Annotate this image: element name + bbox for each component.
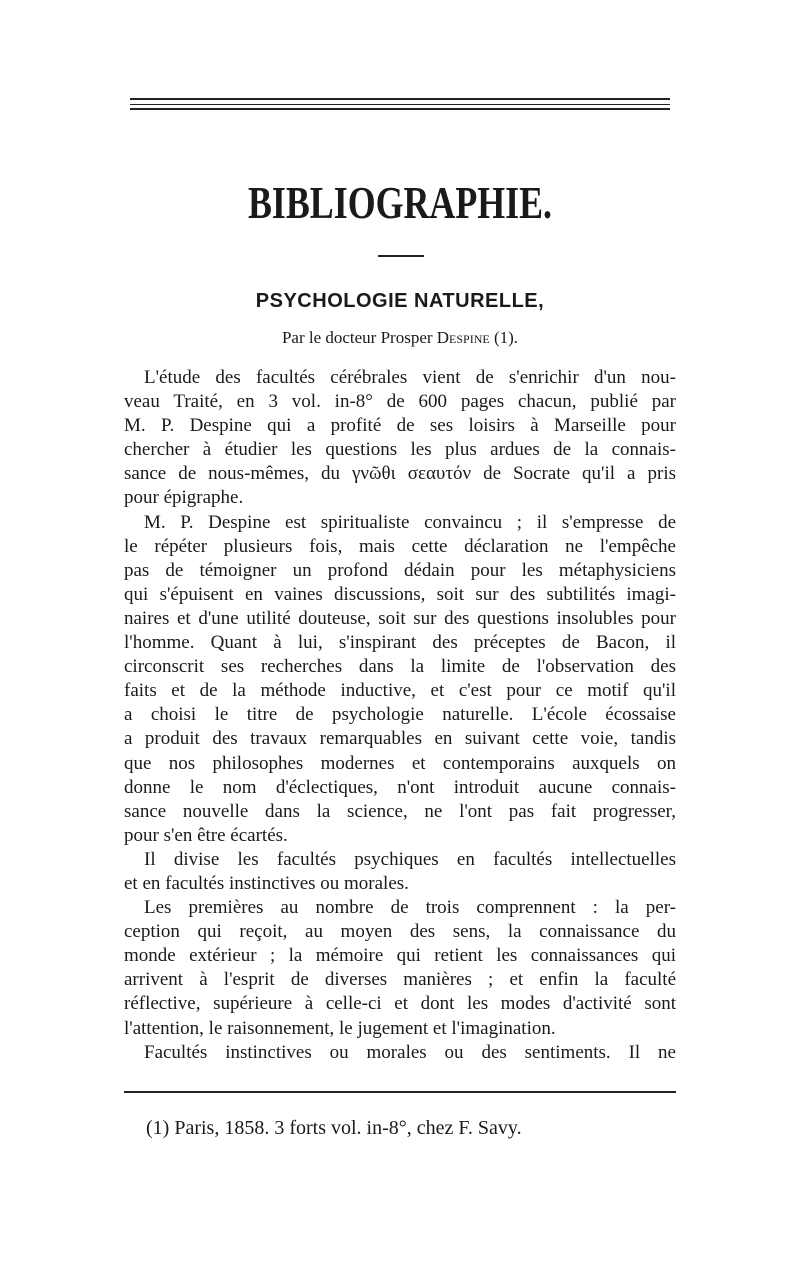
body-line: L'étude des facultés cérébrales vient de s'enrichir d'un nou- xyxy=(144,367,676,388)
body-line: arrivent à l'esprit de diverses manières ; et enfin la faculté xyxy=(124,969,676,991)
body-line: circonscrit ses recherches dans la limite de l'observation des xyxy=(124,656,676,678)
section-title: PSYCHOLOGIE NATURELLE, xyxy=(255,290,545,312)
body-line: l'attention, le raisonnement, le jugement et l'imagination. xyxy=(124,1017,556,1039)
body-line: ception qui reçoit, au moyen des sens, la connaissance du xyxy=(124,921,676,943)
footnote-rule xyxy=(124,1091,676,1093)
body-text xyxy=(124,366,676,1065)
byline-author: Despine xyxy=(436,328,490,347)
body-line: naires et d'une utilité douteuse, soit sur des questions insolubles pour xyxy=(124,607,676,629)
body-line: et en facultés instinctives ou morales. xyxy=(124,872,409,894)
footnote: (1) Paris, 1858. 3 forts vol. in-8°, chez F. Savy. xyxy=(146,1117,522,1139)
body-line: chercher à étudier les questions les plus ardues de la connais- xyxy=(124,439,676,461)
body-line: veau Traité, en 3 vol. in-8° de 600 pages chacun, publié par xyxy=(124,391,676,413)
page-title: BIBLIOGRAPHIE. xyxy=(247,177,553,228)
header-rule xyxy=(130,98,670,100)
body-line: pour épigraphe. xyxy=(124,487,244,509)
header-rule xyxy=(130,108,670,110)
body-line: donne le nom d'éclectiques, n'ont introduit aucune connais- xyxy=(124,776,676,798)
body-line: que nos philosophes modernes et contemporains auxquels on xyxy=(124,752,676,774)
body-line: sance nouvelle dans la science, ne l'ont pas fait progresser, xyxy=(124,800,676,822)
body-line: l'homme. Quant à lui, s'inspirant des préceptes de Bacon, il xyxy=(124,632,676,654)
body-line: M. P. Despine qui a profité de ses loisirs à Marseille pour xyxy=(124,415,676,437)
body-line: Facultés instinctives ou morales ou des sentiments. Il ne xyxy=(144,1041,676,1063)
byline xyxy=(0,329,800,346)
body-line: monde extérieur ; la mémoire qui retient les connaissances qui xyxy=(124,945,676,967)
header-rule xyxy=(130,104,670,105)
body-line: sance de nous-mêmes, du γνῶθι σεαυτόν de Socrate qu'il a pris xyxy=(124,463,676,485)
body-line: pour s'en être écartés. xyxy=(124,824,288,846)
title-divider xyxy=(378,255,424,257)
body-line: faits et de la méthode inductive, et c'est pour ce motif qu'il xyxy=(124,680,676,702)
body-line: a produit des travaux remarquables en suivant cette voie, tandis xyxy=(124,728,676,750)
byline-footnote-ref: (1). xyxy=(493,328,519,347)
body-line: a choisi le titre de psychologie naturelle. L'école écossaise xyxy=(124,704,676,726)
byline-prefix: Par le docteur Prosper xyxy=(281,328,433,347)
body-line: le répéter plusieurs fois, mais cette déclaration ne l'empêche xyxy=(124,535,676,557)
body-line: qui s'épuisent en vaines discussions, soit sur des subtilités imagi- xyxy=(124,583,676,605)
body-line: Les premières au nombre de trois comprennent : la per- xyxy=(144,897,676,919)
body-line: M. P. Despine est spiritualiste convaincu ; il s'empresse de xyxy=(144,511,676,533)
body-line: réflective, supérieure à celle-ci et dont les modes d'activité sont xyxy=(124,993,676,1015)
body-line: pas de témoigner un profond dédain pour les métaphysiciens xyxy=(124,559,676,581)
body-line: Il divise les facultés psychiques en facultés intellectuelles xyxy=(144,848,676,870)
